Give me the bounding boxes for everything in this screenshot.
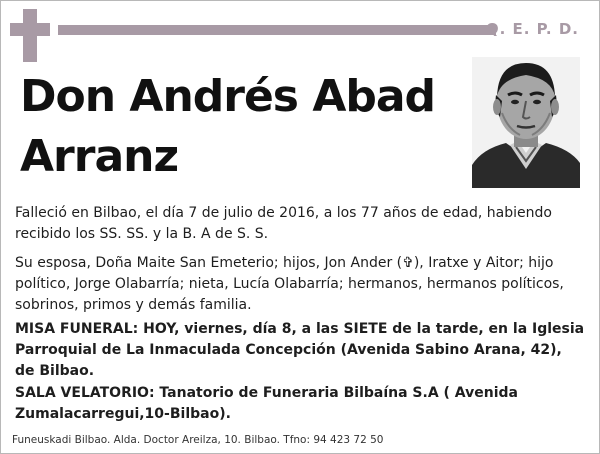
deceased-name-line1: Don Andrés Abad bbox=[20, 71, 436, 122]
deceased-cross-icon: ✞ bbox=[402, 255, 414, 271]
qepd-label: Q. E. P. D. bbox=[485, 20, 579, 38]
portrait-photo-icon bbox=[472, 57, 580, 188]
family-text-part1: Su esposa, Doña Maite San Emeterio; hijos, Jon Ander ( bbox=[15, 255, 403, 271]
family-list bbox=[15, 253, 585, 316]
deceased-portrait bbox=[472, 57, 580, 188]
deceased-name bbox=[20, 67, 460, 187]
funeral-home-footer: Funeuskadi Bilbao. Alda. Doctor Areilza, 10. Bilbao. Tfno: 94 423 72 50 bbox=[12, 434, 384, 446]
cross-icon-horizontal bbox=[10, 23, 50, 36]
funeral-mass-info: MISA FUNERAL: HOY, viernes, día 8, a las SIETE de la tarde, en la Iglesia Parroquial de La Inmaculada Concepción (Avenida Sabino Arana, 42), de Bilbao. bbox=[15, 321, 585, 379]
death-announcement: Falleció en Bilbao, el día 7 de julio de 2016, a los 77 años de edad, habiendo recibido los SS. SS. y la B. A de S. S. bbox=[15, 205, 552, 242]
wake-room-info: SALA VELATORIO: Tanatorio de Funeraria Bilbaína S.A ( Avenida Zumalacarregui,10-Bilbao). bbox=[15, 385, 519, 422]
deceased-name-line2: Arranz bbox=[20, 131, 179, 182]
family-text-part2: ), Iratxe y Aitor; hijo político, Jorge Olabarría; nieta, Lucía Olabarría; hermanos, hermanos políticos, sobrinos, primos y demás familia. bbox=[15, 255, 564, 313]
header-bar bbox=[58, 25, 496, 35]
